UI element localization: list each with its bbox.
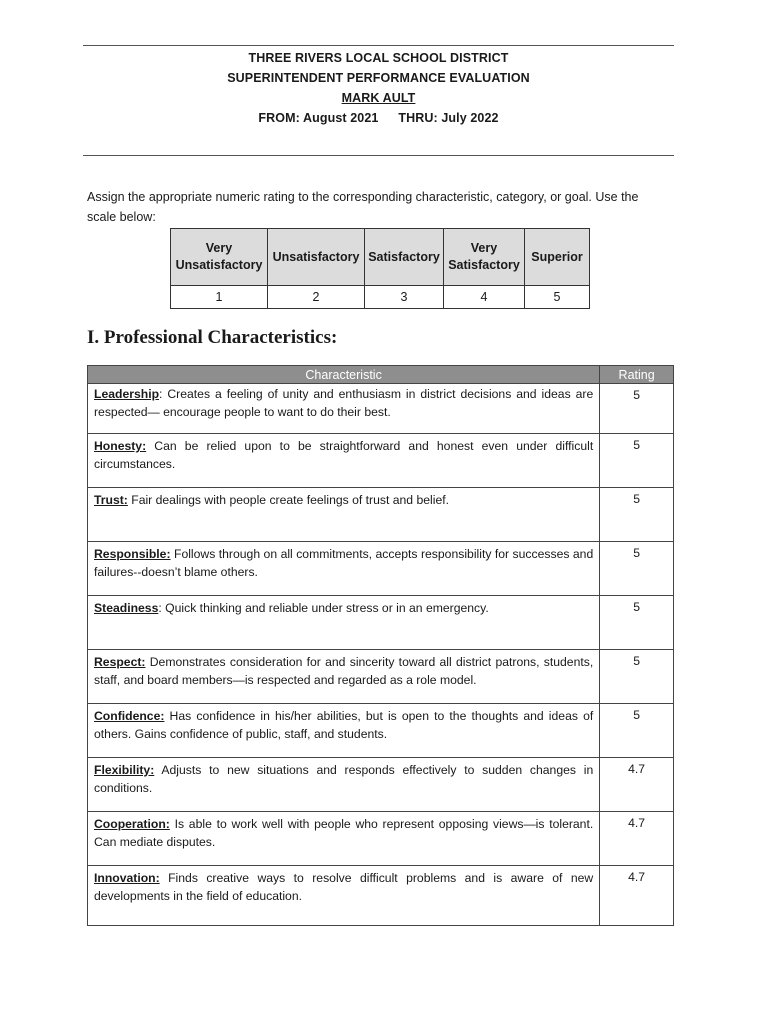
table-row bbox=[88, 812, 674, 866]
period-thru: THRU: July 2022 bbox=[398, 111, 499, 125]
rating-value: 5 bbox=[600, 704, 674, 758]
rating-value: 5 bbox=[600, 434, 674, 488]
characteristic-term: Flexibility: bbox=[94, 763, 155, 777]
header-bottom-rule bbox=[83, 155, 674, 156]
evaluation-period bbox=[83, 108, 674, 128]
characteristic-description: Quick thinking and reliable under stress or in an emergency. bbox=[165, 601, 489, 615]
table-row bbox=[88, 704, 674, 758]
column-header-characteristic: Characteristic bbox=[88, 366, 600, 384]
scale-value: 3 bbox=[365, 286, 444, 309]
characteristic-term: Responsible: bbox=[94, 547, 171, 561]
characteristic-term: Respect: bbox=[94, 655, 146, 669]
table-row bbox=[88, 758, 674, 812]
characteristic-description: Demonstrates consideration for and sincerity toward all district patrons, students, staff, and board members—is respected and regarded as a role model. bbox=[94, 655, 594, 687]
characteristic-description: Fair dealings with people create feelings of trust and belief. bbox=[131, 493, 449, 507]
document-header bbox=[83, 48, 674, 128]
characteristic-description: Finds creative ways to resolve difficult problems and is aware of new developments in the field of education. bbox=[94, 871, 594, 903]
table-row bbox=[88, 488, 674, 542]
scale-label: Satisfactory bbox=[365, 229, 444, 286]
characteristic-description: Creates a feeling of unity and enthusiasm in district decisions and ideas are respected— encourage people to want to do their best. bbox=[94, 387, 594, 419]
top-rule bbox=[83, 45, 674, 46]
table-row bbox=[88, 542, 674, 596]
scale-label: Very Unsatisfactory bbox=[171, 229, 268, 286]
scale-value: 1 bbox=[171, 286, 268, 309]
scale-value: 5 bbox=[525, 286, 590, 309]
characteristic-description: Can be relied upon to be straightforward and honest even under difficult circumstances. bbox=[94, 439, 594, 471]
column-header-rating: Rating bbox=[600, 366, 674, 384]
scale-label: Very Satisfactory bbox=[444, 229, 525, 286]
instructions-text: Assign the appropriate numeric rating to the corresponding characteristic, category, or goal. Use the scale below: bbox=[87, 190, 639, 224]
characteristic-description: Has confidence in his/her abilities, but is open to the thoughts and ideas of others. Gains confidence of public, staff, and students. bbox=[94, 709, 594, 741]
rating-value: 5 bbox=[600, 650, 674, 704]
scale-label: Unsatisfactory bbox=[268, 229, 365, 286]
table-row bbox=[88, 866, 674, 926]
characteristic-term: Innovation: bbox=[94, 871, 160, 885]
table-row: Steadiness: Quick thinking and reliable under stress or in an emergency. 5 bbox=[88, 596, 674, 650]
characteristic-term: Confidence: bbox=[94, 709, 165, 723]
rating-value: 5 bbox=[600, 488, 674, 542]
superintendent-name: MARK AULT bbox=[341, 91, 416, 105]
characteristic-term: Honesty: bbox=[94, 439, 147, 453]
rating-value: 4.7 bbox=[600, 812, 674, 866]
characteristics-table bbox=[87, 365, 674, 926]
characteristic-description: Follows through on all commitments, accepts responsibility for successes and failures--doesn’t blame others. bbox=[94, 547, 594, 579]
rating-value: 5 bbox=[600, 596, 674, 650]
rating-value: 5 bbox=[600, 542, 674, 596]
scale-value: 2 bbox=[268, 286, 365, 309]
rating-value: 4.7 bbox=[600, 866, 674, 926]
characteristic-description: Is able to work well with people who represent opposing views—is tolerant. Can mediate disputes. bbox=[94, 817, 594, 849]
characteristic-term: Steadiness bbox=[94, 601, 159, 615]
period-from: FROM: August 2021 bbox=[258, 111, 379, 125]
characteristic-term: Cooperation: bbox=[94, 817, 170, 831]
table-row bbox=[88, 434, 674, 488]
rating-value: 4.7 bbox=[600, 758, 674, 812]
evaluation-title: SUPERINTENDENT PERFORMANCE EVALUATION bbox=[227, 71, 530, 85]
scale-value: 4 bbox=[444, 286, 525, 309]
characteristic-term: Leadership bbox=[94, 387, 160, 401]
table-row: Leadership: Creates a feeling of unity and enthusiasm in district decisions and ideas are respected— encourage people to want to do their best. 5 bbox=[88, 384, 674, 434]
characteristic-description: Adjusts to new situations and responds effectively to sudden changes in conditions. bbox=[94, 763, 594, 795]
rating-value: 5 bbox=[600, 384, 674, 434]
rating-scale-table bbox=[170, 228, 590, 309]
district-name: THREE RIVERS LOCAL SCHOOL DISTRICT bbox=[248, 51, 509, 65]
scale-label: Superior bbox=[525, 229, 590, 286]
section-title: I. Professional Characteristics: bbox=[87, 327, 338, 348]
table-row bbox=[88, 650, 674, 704]
characteristic-term: Trust: bbox=[94, 493, 128, 507]
